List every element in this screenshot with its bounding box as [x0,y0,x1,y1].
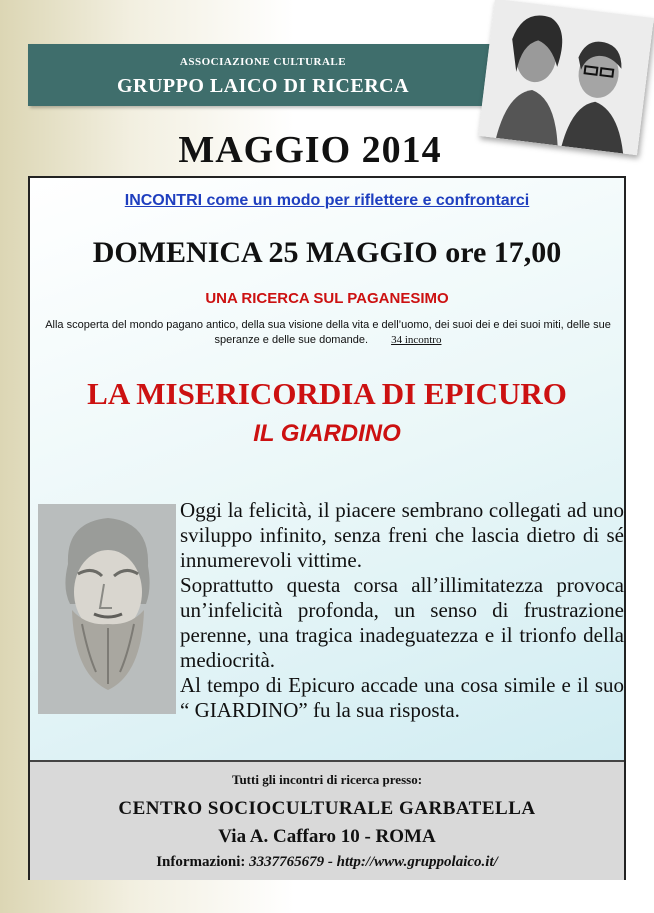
intro-line: INCONTRI come un modo per riflettere e confrontarci [124,192,530,209]
event-title: LA MISERICORDIA DI EPICURO [87,376,567,411]
group-name: GRUPPO LAICO DI RICERCA [116,75,410,97]
venue-address: Via A. Caffaro 10 - ROMA [218,826,436,847]
event-date-time: DOMENICA 25 MAGGIO ore 17,00 [92,236,562,269]
venue-name: CENTRO SOCIOCULTURALE GARBATELLA [118,798,536,819]
epicurus-bust-image [38,504,176,714]
info-line [30,854,624,871]
series-description-block [38,318,618,348]
body-paragraph: Soprattutto questa corsa all’illimitatezza provoca un’infelicità profonda, un senso di frustrazione perenne, una tragica inadeguatezza e il trionfo della mediocrità. [180,573,624,672]
event-panel [28,176,626,880]
association-label: ASSOCIAZIONE CULTURALE [179,56,347,68]
month-title: MAGGIO 2014 [178,129,442,171]
meeting-number: 34 incontro [391,334,442,346]
association-banner [28,44,498,106]
info-contacts: 3337765679 - http://www.gruppolaico.it/ [249,854,498,870]
venue-intro: Tutti gli incontri di ricerca presso: [231,772,423,787]
event-body-text [180,498,624,723]
body-paragraph: Oggi la felicità, il piacere sembrano collegati ad uno sviluppo infinito, senza freni che lascia dietro di sé innumerevoli vittime. [180,498,624,572]
series-description: Alla scoperta del mondo pagano antico, della sua visione della vita e dell’uomo, dei suoi dei e dei suoi miti, delle sue speranze e delle sue domande. [45,319,611,346]
venue-footer [30,760,624,880]
info-label: Informazioni: [156,854,246,870]
event-subtitle: IL GIARDINO [253,420,401,447]
series-title: UNA RICERCA SUL PAGANESIMO [205,290,449,307]
body-paragraph: Al tempo di Epicuro accade una cosa simile e il suo “ GIARDINO” fu la sua risposta. [180,673,624,722]
